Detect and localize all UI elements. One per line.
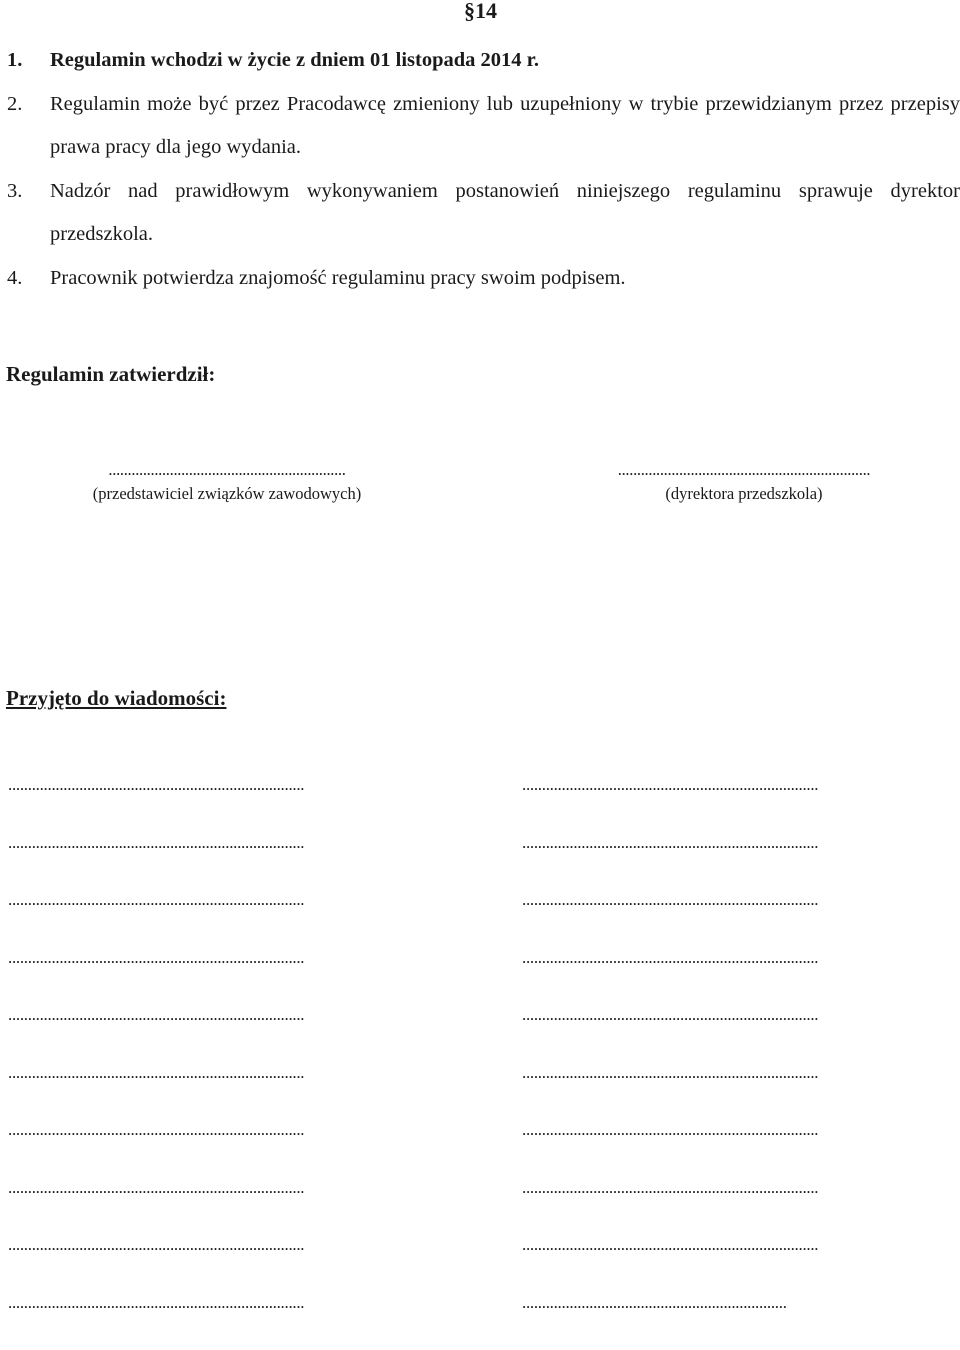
signature-row <box>8 1293 960 1350</box>
employee-signature-grid <box>8 775 960 1350</box>
signature-row <box>8 890 960 948</box>
section-number: §14 <box>464 0 497 24</box>
signature-line: ........................................................................... <box>8 1005 440 1063</box>
signature-line: ........................................................................... <box>522 1235 954 1293</box>
provision-number: 3. <box>7 170 22 214</box>
signature-line: ........................................................................... <box>8 1235 440 1293</box>
signature-row <box>8 1178 960 1236</box>
signature-line: .............................................................. <box>82 458 372 482</box>
acknowledgment-heading: Przyjęto do wiadomości: <box>6 686 226 711</box>
signature-row <box>8 1005 960 1063</box>
signature-line: ........................................................................... <box>522 775 954 833</box>
signature-line: ........................................................................... <box>522 1005 954 1063</box>
signature-row <box>8 833 960 891</box>
provision-text: Pracownik potwierdza znajomość regulaminu pracy swoim podpisem. <box>50 267 626 289</box>
provision-text: Regulamin wchodzi w życie z dniem 01 listopada 2014 r. <box>50 49 539 71</box>
signature-line: ........................................................................... <box>8 948 440 1006</box>
signature-line: ........................................................................... <box>8 775 440 833</box>
signature-line: ........................................................................... <box>522 1120 954 1178</box>
signature-line: ........................................................................... <box>8 1178 440 1236</box>
signature-caption: (przedstawiciel związków zawodowych) <box>82 482 372 506</box>
provision-item <box>7 170 960 257</box>
signature-caption: (dyrektora przedszkola) <box>556 482 932 506</box>
provision-item <box>7 83 960 170</box>
director-signature <box>556 458 932 506</box>
provision-item <box>7 257 960 301</box>
provisions-list <box>7 39 960 300</box>
signature-line: ........................................................................... <box>522 833 954 891</box>
provision-text: Nadzór nad prawidłowym wykonywaniem postanowień niniejszego regulaminu sprawuje dyrektor przedszkola. <box>50 180 960 246</box>
signature-line: ........................................................................... <box>8 1063 440 1121</box>
provision-number: 2. <box>7 83 22 127</box>
signature-line: .................................................................. <box>556 458 932 482</box>
signature-row <box>8 1063 960 1121</box>
signature-line: ........................................................................... <box>8 1293 440 1350</box>
signature-line: ........................................................................... <box>8 833 440 891</box>
signature-line: ........................................................................... <box>8 890 440 948</box>
union-representative-signature <box>82 458 372 506</box>
signature-row <box>8 948 960 1006</box>
signature-row <box>8 1120 960 1178</box>
approval-heading: Regulamin zatwierdził: <box>6 362 215 387</box>
provision-text: Regulamin może być przez Pracodawcę zmieniony lub uzupełniony w trybie przewidzianym przez przepisy prawa pracy dla jego wydania. <box>50 93 960 159</box>
signature-line: ........................................................................... <box>522 1063 954 1121</box>
provision-item <box>7 39 960 83</box>
signature-line: ........................................................................... <box>522 948 954 1006</box>
signature-line: ........................................................................... <box>8 1120 440 1178</box>
signature-row <box>8 1235 960 1293</box>
signature-row <box>8 775 960 833</box>
signature-line: ........................................................................... <box>522 1178 954 1236</box>
signature-line: ................................................................... <box>522 1293 954 1350</box>
provision-number: 1. <box>7 39 22 83</box>
signature-line: ........................................................................... <box>522 890 954 948</box>
provision-number: 4. <box>7 257 22 301</box>
